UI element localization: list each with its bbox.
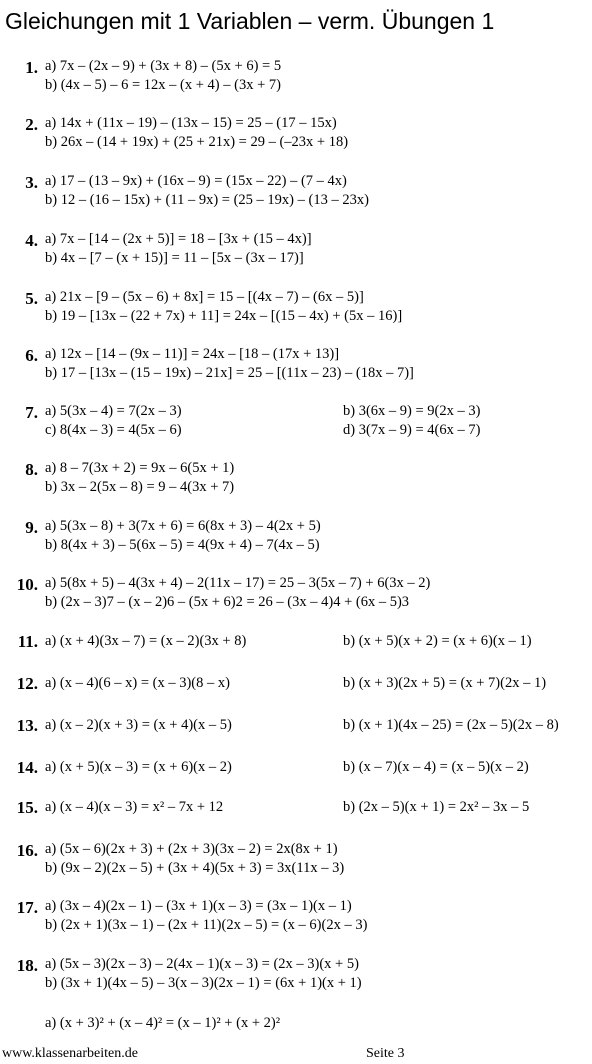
problem-part-b: b) 3(6x – 9) = 9(2x – 3) [343,403,481,419]
problem-part-b: b) (3x + 1)(4x – 5) – 3(x – 3)(2x – 1) = (6x + 1)(x + 1) [45,975,362,991]
problem-number: 13. [16,716,38,735]
problem-part-a: a) 17 – (13 – 9x) + (16x – 9) = (15x – 22) – (7 – 4x) [45,173,347,189]
problem-part-b: b) (2x – 3)7 – (x – 2)6 – (5x + 6)2 = 26 – (3x – 4)4 + (6x – 5)3 [45,594,410,610]
problem-number: 4. [25,231,38,250]
problem-number: 11. [17,632,38,651]
problem-part-a: a) 5(3x – 4) = 7(2x – 3) [45,403,182,419]
problem-number: 2. [25,115,38,134]
extra-equation: a) (x + 3)² + (x – 4)² = (x – 1)² + (x + 2)² [45,1015,281,1031]
footer-page-number: Seite 3 [366,1046,405,1061]
page-title: Gleichungen mit 1 Variablen – verm. Übungen 1 [5,8,495,34]
problem-part-b: b) (2x + 1)(3x – 1) – (2x + 11)(2x – 5) = (x – 6)(2x – 3) [45,917,368,933]
problem-number: 6. [25,346,38,365]
problem-number: 12. [16,674,38,693]
problem-number: 14. [16,758,38,777]
problem-number: 7. [25,403,38,422]
problem-part-b: b) (x – 7)(x – 4) = (x – 5)(x – 2) [343,759,529,775]
problem-part-b: b) (9x – 2)(2x – 5) + (3x + 4)(5x + 3) = 3x(11x – 3) [45,860,345,876]
problem-part-c: c) 8(4x – 3) = 4(5x – 6) [45,422,182,438]
problem-part-a: a) 7x – (2x – 9) + (3x + 8) – (5x + 6) = 5 [45,58,282,74]
problem-part-a: a) (5x – 6)(2x + 3) + (2x + 3)(3x – 2) = 2x(8x + 1) [45,841,338,857]
problem-part-b: b) 12 – (16 – 15x) + (11 – 9x) = (25 – 19x) – (13 – 23x) [45,192,369,208]
problem-part-b: b) 26x – (14 + 19x) + (25 + 21x) = 29 – (–23x + 18) [45,134,349,150]
problem-part-a: a) 21x – [9 – (5x – 6) + 8x] = 15 – [(4x – 7) – (6x – 5)] [45,289,364,305]
problem-part-a: a) 12x – [14 – (9x – 11)] = 24x – [18 – (17x + 13)] [45,346,340,362]
problem-number: 9. [25,518,38,537]
problem-number: 3. [25,173,38,192]
problem-part-a: a) (5x – 3)(2x – 3) – 2(4x – 1)(x – 3) = (2x – 3)(x + 5) [45,956,359,972]
problem-part-a: a) 5(3x – 8) + 3(7x + 6) = 6(8x + 3) – 4(2x + 5) [45,518,321,534]
problem-part-a: a) (x – 4)(6 – x) = (x – 3)(8 – x) [45,675,230,691]
problem-part-b: b) 19 – [13x – (22 + 7x) + 11] = 24x – [(15 – 4x) + (5x – 16)] [45,308,403,324]
footer-website[interactable]: www.klassenarbeiten.de [2,1046,138,1061]
problem-number: 15. [16,798,38,817]
problem-part-b: b) 8(4x + 3) – 5(6x – 5) = 4(9x + 4) – 7(4x – 5) [45,537,320,553]
problem-part-a: a) 8 – 7(3x + 2) = 9x – 6(5x + 1) [45,460,235,476]
problem-part-b: b) (4x – 5) – 6 = 12x – (x + 4) – (3x + 7) [45,77,281,93]
problem-part-a: a) (3x – 4)(2x – 1) – (3x + 1)(x – 3) = (3x – 1)(x – 1) [45,898,352,914]
problem-number: 18. [16,956,38,975]
problem-part-b: b) (x + 1)(4x – 25) = (2x – 5)(2x – 8) [343,717,559,733]
problem-number: 8. [25,460,38,479]
problem-number: 1. [25,58,38,77]
problem-number: 5. [25,289,38,308]
problem-part-a: a) (x – 2)(x + 3) = (x + 4)(x – 5) [45,717,232,733]
problem-part-a: a) 14x + (11x – 19) – (13x – 15) = 25 – (17 – 15x) [45,115,337,131]
problem-part-a: a) (x + 5)(x – 3) = (x + 6)(x – 2) [45,759,232,775]
problem-part-a: a) 7x – [14 – (2x + 5)] = 18 – [3x + (15 – 4x)] [45,231,312,247]
problem-part-a: a) 5(8x + 5) – 4(3x + 4) – 2(11x – 17) = 25 – 3(5x – 7) + 6(3x – 2) [45,575,431,591]
problem-part-b: b) 4x – [7 – (x + 15)] = 11 – [5x – (3x – 17)] [45,250,304,266]
problem-part-b: b) (x + 5)(x + 2) = (x + 6)(x – 1) [343,633,532,649]
problem-part-b: b) (2x – 5)(x + 1) = 2x² – 3x – 5 [343,799,530,815]
problem-number: 10. [16,575,38,594]
problem-part-b: b) 3x – 2(5x – 8) = 9 – 4(3x + 7) [45,479,235,495]
problem-part-a: a) (x – 4)(x – 3) = x² – 7x + 12 [45,799,224,815]
problem-part-d: d) 3(7x – 9) = 4(6x – 7) [343,422,481,438]
problem-number: 16. [16,841,38,860]
problem-part-a: a) (x + 4)(3x – 7) = (x – 2)(3x + 8) [45,633,247,649]
problem-number: 17. [16,898,38,917]
problem-part-b: b) (x + 3)(2x + 5) = (x + 7)(2x – 1) [343,675,547,691]
problem-part-b: b) 17 – [13x – (15 – 19x) – 21x] = 25 – [(11x – 23) – (18x – 7)] [45,365,414,381]
